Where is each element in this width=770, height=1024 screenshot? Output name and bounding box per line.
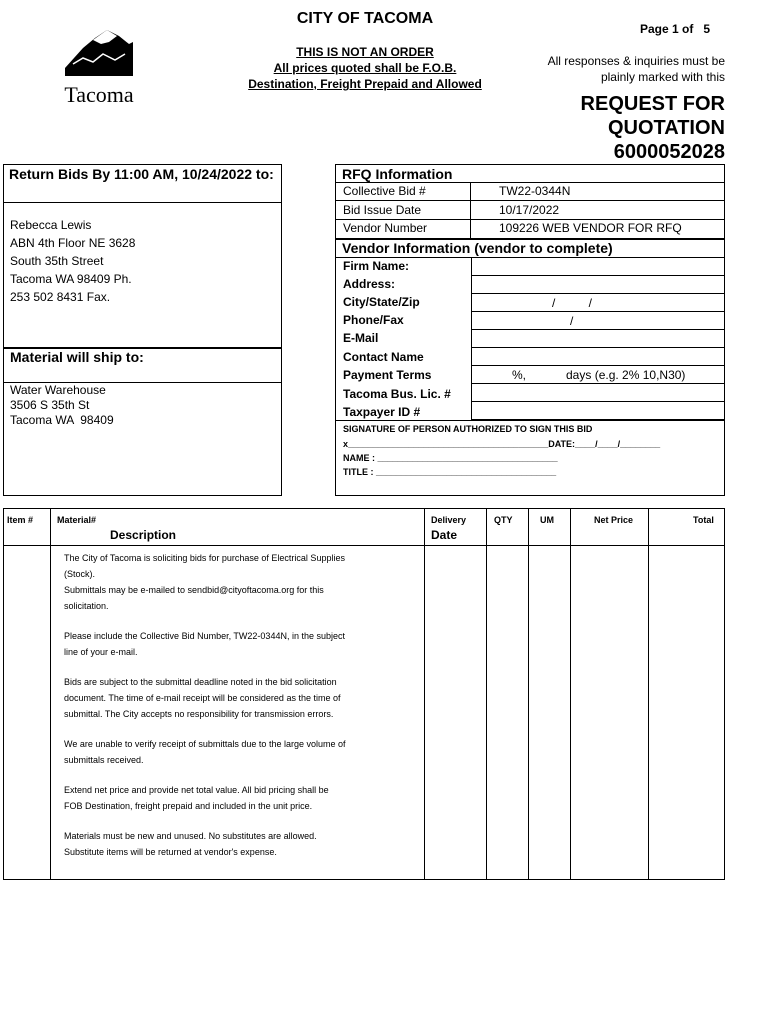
col-total: Total	[693, 515, 714, 525]
address-field[interactable]	[471, 276, 725, 294]
city-of-tacoma-logo	[63, 8, 135, 112]
description-line: Materials must be new and unused. No substitutes are allowed.	[64, 831, 317, 841]
col-net-price: Net Price	[594, 515, 634, 525]
description-line: line of your e-mail.	[64, 647, 138, 657]
description-line: The City of Tacoma is soliciting bids for purchase of Electrical Supplies	[64, 553, 345, 563]
page-info: Page 1 of 5	[640, 22, 711, 36]
rfq-title-line2: QUOTATION	[607, 117, 725, 139]
not-order-line1: THIS IS NOT AN ORDER	[296, 45, 434, 59]
rfq-info-title: RFQ Information	[342, 166, 453, 182]
payment-terms-field[interactable]: %, days (e.g. 2% 10,N30)	[471, 366, 725, 384]
contact-address-line1: ABN 4th Floor NE 3628	[10, 236, 136, 250]
divider	[470, 182, 471, 238]
col-date: Date	[431, 528, 458, 542]
description-line	[64, 768, 414, 782]
logo-wordmark: Tacoma	[64, 82, 134, 107]
description-line: Submittals may be e-mailed to sendbid@cityoftacoma.org for this	[64, 585, 324, 595]
not-an-order-notice	[200, 44, 530, 92]
bid-issue-date-label: Bid Issue Date	[343, 203, 422, 217]
city-state-zip-label: City/State/Zip	[343, 295, 420, 309]
ship-address-line3: Tacoma WA 98409	[10, 413, 114, 427]
description-line: submittals received.	[64, 755, 144, 765]
phone-fax-label: Phone/Fax	[343, 313, 404, 327]
email-field[interactable]	[471, 330, 725, 348]
name-line[interactable]: NAME : ____________________________________	[343, 453, 558, 463]
ship-address-line2: 3506 S 35th St	[10, 398, 90, 412]
return-bids-title: Return Bids By 11:00 AM, 10/24/2022 to:	[9, 166, 274, 182]
description-line	[64, 722, 414, 736]
ship-to-title: Material will ship to:	[10, 349, 144, 365]
description-line: Substitute items will be returned at vendor's expense.	[64, 847, 277, 857]
not-order-line2: All prices quoted shall be F.O.B.	[273, 61, 457, 75]
description-line: Extend net price and provide net total value. All bid pricing shall be	[64, 785, 329, 795]
divider	[335, 219, 725, 220]
col-material: Material#	[57, 515, 97, 525]
firm-name-label: Firm Name:	[343, 259, 410, 273]
address-label: Address:	[343, 277, 396, 291]
col-description: Description	[110, 528, 177, 542]
business-license-label: Tacoma Bus. Lic. #	[343, 387, 451, 401]
column-divider	[424, 508, 425, 880]
contact-fax: 253 502 8431 Fax.	[10, 290, 111, 304]
description-line: We are unable to verify receipt of submittals due to the large volume of	[64, 739, 346, 749]
payment-terms-label: Payment Terms	[343, 368, 432, 382]
collective-bid-value: TW22-0344N	[499, 184, 571, 198]
description-line: document. The time of e-mail receipt will be considered as the time of	[64, 693, 341, 703]
email-label: E-Mail	[343, 331, 379, 345]
description-line: solicitation.	[64, 601, 109, 611]
description-line: FOB Destination, freight prepaid and included in the unit price.	[64, 801, 313, 811]
collective-bid-label: Collective Bid #	[343, 184, 426, 198]
table-header-divider	[3, 545, 725, 546]
return-bids-box	[3, 164, 282, 496]
contact-address-line3: Tacoma WA 98409 Ph.	[10, 272, 132, 286]
firm-name-field[interactable]	[471, 258, 725, 276]
rfq-title-line1: REQUEST FOR	[580, 93, 725, 115]
description-line: submittal. The City accepts no responsibility for transmission errors.	[64, 709, 334, 719]
phone-fax-field[interactable]: /	[471, 312, 725, 330]
signature-line[interactable]: x________________________________________DATE:____/____/________	[343, 439, 661, 449]
rfq-number: 6000052028	[613, 141, 725, 163]
vendor-info-title: Vendor Information (vendor to complete)	[342, 240, 613, 256]
description-text	[64, 550, 414, 860]
contact-name-field[interactable]	[471, 348, 725, 366]
contact-name: Rebecca Lewis	[10, 218, 92, 232]
taxpayer-id-label: Taxpayer ID #	[343, 405, 421, 419]
description-line	[64, 614, 414, 628]
col-um: UM	[540, 515, 554, 525]
bid-issue-date-value: 10/17/2022	[499, 203, 560, 217]
column-divider	[570, 508, 571, 880]
col-item: Item #	[7, 515, 34, 525]
contact-name-label: Contact Name	[343, 350, 424, 364]
title-line[interactable]: TITLE : ____________________________________	[343, 467, 557, 477]
taxpayer-id-field[interactable]	[471, 402, 725, 420]
business-license-field[interactable]	[471, 384, 725, 402]
inquiries-line2: plainly marked with this	[600, 70, 725, 84]
description-line: Please include the Collective Bid Number, TW22-0344N, in the subject	[64, 631, 345, 641]
not-order-line3: Destination, Freight Prepaid and Allowed	[248, 77, 482, 91]
divider	[335, 420, 725, 421]
vendor-number-value: 109226 WEB VENDOR FOR RFQ	[499, 221, 682, 235]
ship-address-line1: Water Warehouse	[10, 383, 106, 397]
column-divider	[486, 508, 487, 880]
description-line	[64, 814, 414, 828]
col-qty: QTY	[494, 515, 513, 525]
divider	[335, 200, 725, 201]
city-title: CITY OF TACOMA	[296, 10, 434, 27]
divider	[3, 202, 282, 203]
contact-address-line2: South 35th Street	[10, 254, 104, 268]
divider	[335, 182, 725, 183]
inquiries-note	[520, 53, 725, 85]
column-divider	[648, 508, 649, 880]
description-line: (Stock).	[64, 569, 96, 579]
rfq-title	[520, 92, 725, 164]
inquiries-line1: All responses & inquiries must be	[547, 54, 725, 68]
column-divider	[528, 508, 529, 880]
description-line: Bids are subject to the submittal deadline noted in the bid solicitation	[64, 677, 337, 687]
col-delivery: Delivery	[431, 515, 467, 525]
city-state-zip-field[interactable]: / /	[471, 294, 725, 312]
signature-title: SIGNATURE OF PERSON AUTHORIZED TO SIGN THIS BID	[343, 424, 593, 434]
column-divider	[50, 508, 51, 880]
vendor-number-label: Vendor Number	[343, 221, 428, 235]
description-line	[64, 660, 414, 674]
